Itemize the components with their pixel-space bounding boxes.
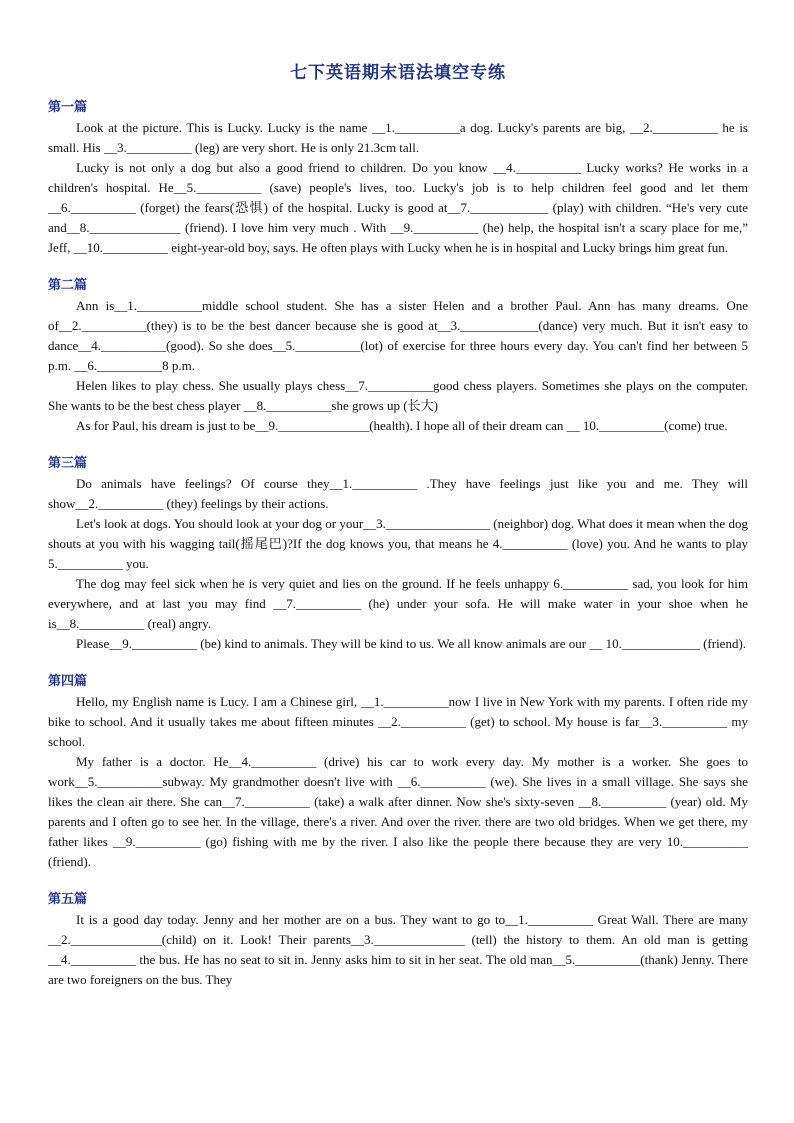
- passage-heading: 第二篇: [48, 278, 88, 293]
- passage-heading: 第三篇: [48, 456, 88, 471]
- passage-heading: 第四篇: [48, 674, 88, 689]
- passage-paragraph: Do animals have feelings? Of course they__1.__________ .They have feelings just like you and me. They will show__2.__________ (they) feelings by their actions.: [48, 476, 748, 511]
- passage-paragraph: Look at the picture. This is Lucky. Lucky is the name __1.__________a dog. Lucky's parents are big, __2.__________ he is small. His __3.__________ (leg) are very short. He is only 21.3cm tall.: [48, 120, 748, 155]
- passage-4: [48, 672, 748, 872]
- passage-5: [48, 890, 748, 990]
- worksheet-page: [48, 62, 748, 1008]
- passage-3: [48, 454, 748, 654]
- passage-paragraph: As for Paul, his dream is just to be__9.______________(health). I hope all of their dream can __ 10.__________(come) true.: [76, 418, 728, 433]
- passage-paragraph: My father is a doctor. He__4.__________ (drive) his car to work every day. My mother is a worker. She goes to work__5.__________subway. My grandmother doesn't live with __6.__________ (we). She lives in a small village. She says she likes the clean air there. She can__7.__________ (take) a walk after dinner. Now she's sixty-seven __8.__________ (year) old. My parents and I often go to see her. In the village, there's a river. And over the river. there are two old bridges. When we get there, my father likes __9.__________ (go) fishing with me by the river. I also like the people there because they are very 10.__________ (friend).: [48, 754, 748, 869]
- passage-paragraph: Lucky is not only a dog but also a good friend to children. Do you know __4.__________ Lucky works? He works in a children's hospital. He__5.__________ (save) people's lives, too. Lucky's job is to help children feel good and let them __6.__________ (forget) the fears(恐惧) of the hospital. Lucky is good at__7.____________ (play) with children. “He's very cute and__8.______________ (friend). I love him very much . With __9.__________ (he) help, the hospital isn't a scary place for me,” Jeff, __10.__________ eight-year-old boy, says. He often plays with Lucky when he is in hospital and Lucky brings him great fun.: [48, 160, 748, 255]
- passage-2: [48, 276, 748, 436]
- passage-heading: 第五篇: [48, 892, 88, 907]
- passage-heading: 第一篇: [48, 100, 88, 115]
- passage-paragraph: Let's look at dogs. You should look at your dog or your__3.________________ (neighbor) dog. What does it mean when the dog shouts at you with his wagging tail(摇尾巴)?If the dog knows you, that means he 4.__________ (love) you. And he wants to play 5.__________ you.: [48, 516, 748, 571]
- page-title: 七下英语期末语法填空专练: [290, 63, 506, 83]
- passage-paragraph: Helen likes to play chess. She usually plays chess__7.__________good chess players. Sometimes she plays on the computer. She wants to be the best chess player __8.__________she grows up (长大): [48, 378, 748, 413]
- passage-paragraph: Please__9.__________ (be) kind to animals. They will be kind to us. We all know animals are our __ 10.____________ (friend).: [76, 636, 747, 651]
- passage-paragraph: The dog may feel sick when he is very quiet and lies on the ground. If he feels unhappy 6.__________ sad, you look for him everywhere, and at last you may find __7.__________ (he) under your sofa. He will make water in your shoe when he is__8.__________ (real) angry.: [48, 576, 748, 631]
- passage-1: [48, 98, 748, 258]
- passage-paragraph: Ann is__1.__________middle school student. She has a sister Helen and a brother Paul. Ann has many dreams. One of__2.__________(they) is to be the best dancer because she is good at__3.____________(dance) very much. But it isn't easy to dance__4.__________(good). So she does__5.__________(lot) of exercise for three hours every day. You can't find her between 5 p.m. __6.__________8 p.m.: [48, 298, 748, 373]
- passage-paragraph: It is a good day today. Jenny and her mother are on a bus. They want to go to__1.__________ Great Wall. There are many __2.______________(child) on it. Look! Their parents__3.______________ (tell) the history to them. An old man is getting __4.__________ the bus. He has no seat to sit in. Jenny asks him to sit in her seat. The old man__5.__________(thank) Jenny. There are two foreigners on the bus. They: [48, 912, 748, 987]
- passage-paragraph: Hello, my English name is Lucy. I am a Chinese girl, __1.__________now I live in New York with my parents. I often ride my bike to school. And it usually takes me about fifteen minutes __2.__________ (get) to school. My house is far__3.__________ my school.: [48, 694, 748, 749]
